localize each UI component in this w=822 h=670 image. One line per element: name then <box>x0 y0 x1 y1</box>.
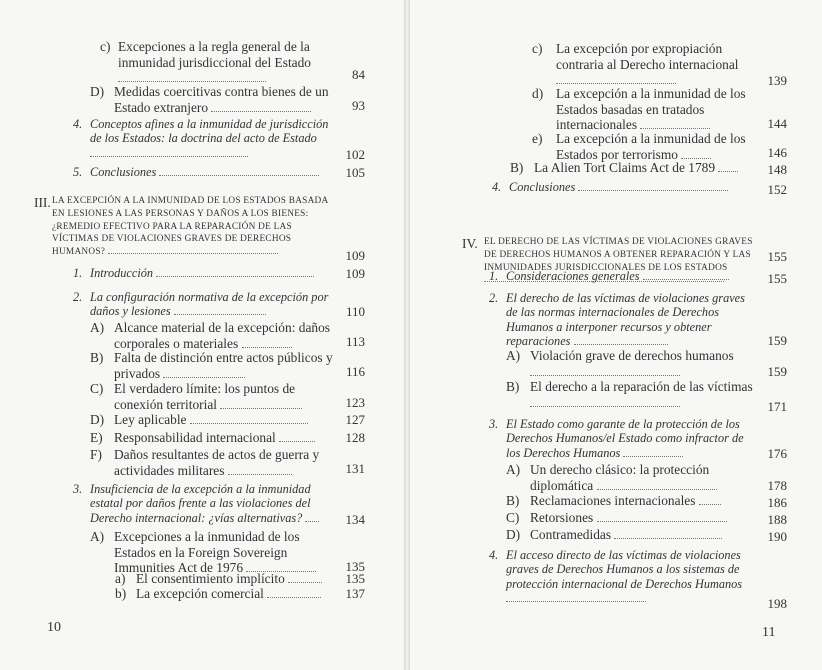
toc-entry <box>506 291 754 348</box>
toc-entry <box>114 447 336 478</box>
toc-page: 178 <box>767 478 787 493</box>
toc-entry-text: El derecho de las víctimas de violaciones graves de las normas internacionales de Derechos Humanos a interponer recursos y obtener reparaciones <box>506 291 745 348</box>
toc-entry-text: Contramedidas <box>530 527 612 542</box>
toc-page: 171 <box>767 399 787 414</box>
toc-page: 186 <box>767 495 787 510</box>
toc-marker: D) <box>90 84 105 99</box>
toc-entry <box>90 266 336 280</box>
toc-entry-text: La excepción comercial <box>136 586 264 601</box>
toc-marker: e) <box>532 131 543 146</box>
toc-entry-text: Consideraciones generales <box>506 269 640 283</box>
toc-marker: B) <box>90 350 104 365</box>
toc-marker: III. <box>34 195 51 210</box>
toc-entry <box>90 482 340 525</box>
toc-entry-text: La Alien Tort Claims Act de 1789 <box>534 160 716 175</box>
toc-entry <box>114 430 336 446</box>
toc-page: 198 <box>767 596 787 611</box>
toc-page: 190 <box>767 529 787 544</box>
toc-entry <box>530 510 756 526</box>
toc-entry <box>556 131 756 162</box>
toc-entry <box>114 529 336 576</box>
toc-marker: B) <box>506 493 520 508</box>
toc-entry-text: Excepciones a la regla general de la inmunidad jurisdiccional del Estado <box>118 39 312 70</box>
toc-page: 137 <box>345 586 365 601</box>
toc-page: 93 <box>352 98 365 113</box>
toc-entry-text: La excepción por expropiación contraria al Derecho internacional <box>556 41 739 72</box>
toc-entry <box>534 160 756 176</box>
toc-page: 127 <box>345 412 365 427</box>
toc-page: 134 <box>345 512 365 527</box>
toc-entry-text: Violación grave de derechos humanos <box>530 348 734 363</box>
toc-marker: IV. <box>462 236 478 251</box>
toc-marker: D) <box>506 527 521 542</box>
toc-entry-text: Medidas coercitivas contra bienes de un Estado extranjero <box>114 84 329 115</box>
toc-page: 113 <box>345 334 365 349</box>
toc-page: 128 <box>345 430 365 445</box>
toc-entry-text: La excepción a la inmunidad de los Estados por terrorismo <box>556 131 746 162</box>
toc-entry-text: El verdadero límite: los puntos de conexión territorial <box>114 381 296 412</box>
toc-entry <box>90 117 336 160</box>
toc-entry-text: Ley aplicable <box>114 412 187 427</box>
toc-page: 105 <box>345 165 365 180</box>
toc-entry <box>530 348 756 379</box>
toc-entry <box>136 571 336 587</box>
toc-marker: c) <box>100 39 111 54</box>
toc-entry <box>52 195 332 259</box>
toc-entry-text: La configuración normativa de la excepción por daños y lesiones <box>90 290 329 319</box>
toc-page: 109 <box>345 248 365 263</box>
toc-entry <box>556 86 756 133</box>
toc-entry <box>506 417 754 460</box>
toc-entry-text: Introducción <box>90 266 154 280</box>
toc-entry-text: Retorsiones <box>530 510 594 525</box>
toc-entry <box>530 462 756 493</box>
toc-entry <box>530 379 756 410</box>
toc-page: 188 <box>767 512 787 527</box>
toc-marker: 2. <box>73 290 83 304</box>
toc-marker: A) <box>90 320 105 335</box>
toc-page: 144 <box>767 116 787 131</box>
toc-page: 139 <box>767 73 787 88</box>
toc-marker: B) <box>510 160 524 175</box>
toc-entry-text: El consentimiento implícito <box>136 571 285 586</box>
toc-entry-text: EL DERECHO DE LAS VÍCTIMAS DE VIOLACIONES GRAVES DE DERECHOS HUMANOS A OBTENER REPARACIÓN Y LAS INMUNIDADES JURISDICCIONALES DE LOS ESTADOS <box>484 237 753 273</box>
toc-entry-text: Conceptos afines a la inmunidad de jurisdicción de los Estados: la doctrina del acto de Estado <box>90 117 329 146</box>
toc-marker: 1. <box>73 266 83 280</box>
toc-marker: A) <box>506 462 521 477</box>
toc-entry-text: Insuficiencia de la excepción a la inmunidad estatal por daños frente a las violaciones del Derecho internacional: ¿vías alternativas? <box>90 482 311 525</box>
toc-entry <box>118 39 332 86</box>
toc-entry <box>556 41 756 88</box>
toc-marker: F) <box>90 447 102 462</box>
toc-entry <box>506 548 754 605</box>
toc-marker: C) <box>506 510 520 525</box>
toc-marker: d) <box>532 86 544 101</box>
toc-page: 146 <box>767 145 787 160</box>
toc-entry-text: Alcance material de la excepción: daños corporales o materiales <box>114 320 331 351</box>
toc-page: 155 <box>767 249 787 264</box>
toc-page: 131 <box>345 461 365 476</box>
toc-entry-text: El derecho a la reparación de las víctimas <box>530 379 753 394</box>
toc-page: 155 <box>767 271 787 286</box>
toc-entry <box>114 320 336 351</box>
toc-page: 109 <box>345 266 365 281</box>
toc-page: 135 <box>345 559 365 574</box>
toc-entry <box>114 412 336 428</box>
toc-marker: 4. <box>489 548 499 562</box>
toc-entry <box>509 180 757 194</box>
toc-marker: D) <box>90 412 105 427</box>
toc-entry <box>90 165 336 179</box>
toc-entry-text: El Estado como garante de la protección de los Derechos Humanos/el Estado como infractor de los Derechos Humanos <box>506 417 744 460</box>
toc-entry-text: El acceso directo de las víctimas de violaciones graves de Derechos Humanos a los sistemas de protección internacional de Derechos Humanos <box>506 548 743 591</box>
toc-marker: E) <box>90 430 103 445</box>
toc-marker: C) <box>90 381 104 396</box>
toc-entry-text: Falta de distinción entre actos públicos y privados <box>114 350 333 381</box>
toc-marker: 5. <box>73 165 83 179</box>
toc-page: 135 <box>345 571 365 586</box>
toc-entry <box>114 350 336 381</box>
toc-marker: B) <box>506 379 520 394</box>
toc-entry <box>136 586 336 602</box>
toc-page: 159 <box>767 364 787 379</box>
toc-entry <box>530 493 756 509</box>
toc-entry <box>114 381 336 412</box>
toc-entry-text: Conclusiones <box>509 180 576 194</box>
toc-page: 152 <box>767 182 787 197</box>
toc-marker: 4. <box>73 117 83 131</box>
toc-page: 116 <box>345 364 365 379</box>
toc-page: 159 <box>767 333 787 348</box>
page-number: 11 <box>762 625 776 640</box>
toc-entry-text: Un derecho clásico: la protección diplomática <box>530 462 710 493</box>
toc-marker: 3. <box>489 417 499 431</box>
toc-entry <box>90 290 330 319</box>
toc-entry-text: Responsabilidad internacional <box>114 430 276 445</box>
toc-page: 102 <box>345 147 365 162</box>
toc-page: 148 <box>767 162 787 177</box>
toc-page: 123 <box>345 395 365 410</box>
toc-marker: 4. <box>492 180 502 194</box>
toc-marker: A) <box>506 348 521 363</box>
right-page <box>410 0 822 670</box>
toc-entry-text: Daños resultantes de actos de guerra y actividades militares <box>114 447 320 478</box>
toc-entry <box>506 269 758 283</box>
toc-entry-text: LA EXCEPCIÓN A LA INMUNIDAD DE LOS ESTADOS BASADA EN LESIONES A LAS PERSONAS Y DAÑOS A LOS BIENES: ¿REMEDIO EFECTIVO PARA LA REPARACIÓN DE LAS VÍCTIMAS DE VIOLACIONES GRAVES DE DERECHOS HUMANOS? <box>52 196 328 258</box>
toc-entry-text: Excepciones a la inmunidad de los Estados en la Foreign Sovereign Immunities Act de 1976 <box>114 529 300 575</box>
toc-marker: c) <box>532 41 543 56</box>
toc-entry <box>530 527 756 543</box>
toc-marker: b) <box>115 586 127 601</box>
left-page <box>0 0 404 670</box>
toc-marker: 1. <box>489 269 499 283</box>
toc-entry <box>114 84 332 115</box>
toc-marker: 2. <box>489 291 499 305</box>
toc-entry-text: Reclamaciones internacionales <box>530 493 696 508</box>
toc-page: 84 <box>352 67 365 82</box>
toc-page: 110 <box>345 304 365 319</box>
toc-entry-text: La excepción a la inmunidad de los Estados basadas en tratados internacionales <box>556 86 746 132</box>
toc-marker: a) <box>115 571 126 586</box>
page-number: 10 <box>47 620 61 635</box>
toc-marker: 3. <box>73 482 83 496</box>
toc-entry-text: Conclusiones <box>90 165 157 179</box>
toc-page: 176 <box>767 446 787 461</box>
toc-marker: A) <box>90 529 105 544</box>
